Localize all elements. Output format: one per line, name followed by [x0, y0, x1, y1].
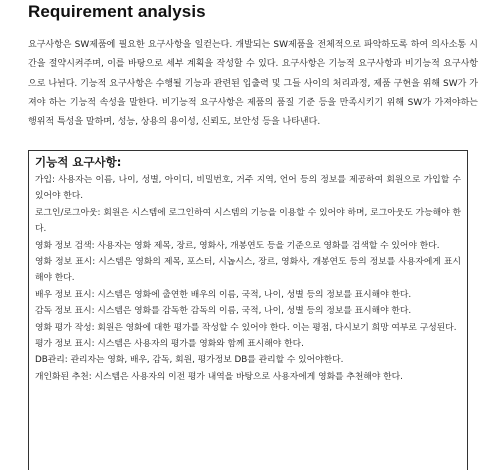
requirement-db-management: DB관리: 관리자는 영화, 배우, 감독, 회원, 평가정보 DB를 관리할 수 있어야한다. [35, 355, 344, 366]
functional-requirements-box [28, 150, 468, 470]
requirement-personalized-recommendation: 개인화된 추천: 시스템은 사용자의 이전 평가 내역을 바탕으로 사용자에게 영화를 추천해야 한다. [35, 371, 403, 382]
requirement-movie-info-display: 영화 정보 표시: 시스템은 영화의 제목, 포스터, 시놉시스, 장르, 영화사, 개봉연도 등의 정보를 사용자에게 표시해야 한다. [35, 257, 461, 284]
functional-requirements-list [35, 172, 461, 385]
intro-paragraph: 요구사항은 SW제품에 필요한 요구사항을 일컫는다. 개발되는 SW제품을 전체적으로 파악하도록 하여 의사소통 시간을 절약시켜주며, 이를 바탕으로 세부 계획을 작성할 수 있다. 요구사항은 기능적 요구사항과 비기능적 요구사항으로 나뉜다. 기능적 요구사항은 수행될 기능과 관련된 입출력 및 그들 사이의 처리과정, 제품 구현을 위해 SW가 가져야 하는 기능적 속성을 말한다. 비기능적 요구사항은 제품의 품질 기준 등을 만족시키기 위해 SW가 가져야하는 행위적 특성을 말하며, 성능, 상용의 용이성, 신뢰도, 보안성 등을 나타낸다. [28, 40, 478, 128]
requirement-login-logout: 로그인/로그아웃: 회원은 시스템에 로그인하여 시스템의 기능을 이용할 수 있어야 하며, 로그아웃도 가능해야 한다. [35, 207, 461, 235]
requirement-movie-review: 영화 평가 작성: 회원은 영화에 대한 평가를 작성할 수 있어야 한다. 이는 평점, 다시보기 희망 여부로 구성된다. [35, 322, 457, 333]
requirement-signup: 가입: 사용자는 이름, 나이, 성별, 아이디, 비밀번호, 거주 지역, 언어 등의 정보를 제공하여 회원으로 가입할 수 있어야 한다. [35, 175, 461, 202]
requirement-director-info-display: 감독 정보 표시: 시스템은 영화를 감독한 감독의 이름, 국적, 나이, 성별 등의 정보를 표시해야 한다. [35, 306, 412, 317]
functional-requirements-heading: 기능적 요구사항: [35, 155, 122, 169]
page-title: Requirement analysis [28, 2, 206, 21]
requirement-actor-info-display: 배우 정보 표시: 시스템은 영화에 출연한 배우의 이름, 국적, 나이, 성별 등의 정보를 표시해야 한다. [35, 289, 412, 300]
requirement-review-display: 평가 정보 표시: 시스템은 사용자의 평가를 영화와 함께 표시해야 한다. [35, 339, 304, 350]
requirement-movie-search: 영화 정보 검색: 사용자는 영화 제목, 장르, 영화사, 개봉연도 등을 기준으로 영화를 검색할 수 있어야 한다. [35, 240, 440, 251]
